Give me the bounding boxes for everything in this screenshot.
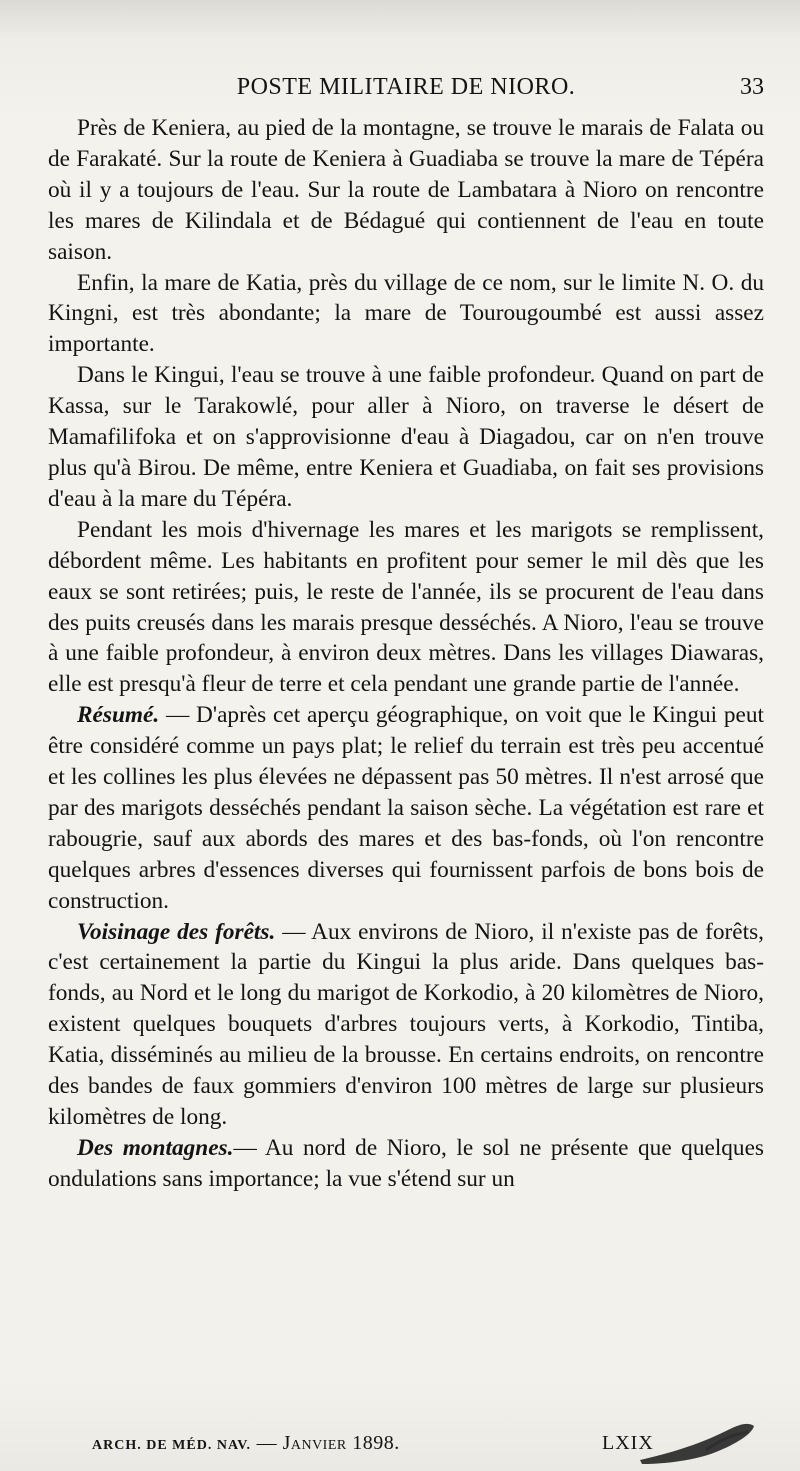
paragraph bbox=[48, 268, 764, 361]
paragraph-text: Pendant les mois d'hivernage les mares et les marigots se remplissent, débordent même. Les habitants en profitent pour semer le mil dès que les eaux se sont retirées; puis, le reste de l'année, ils se procurent de l'eau dans des puits creusés dans les marais presque desséchés. A Nioro, l'eau se trouve à une faible profondeur, à environ deux mètres. Dans les villages Diawaras, elle est presqu'à fleur de terre et cela pendant une grande partie de l'année. bbox=[48, 516, 764, 698]
journal-citation bbox=[92, 1432, 400, 1455]
section-title-forets: Voisinage des forêts. bbox=[77, 918, 276, 945]
paragraph-text: Dans le Kingui, l'eau se trouve à une faible profondeur. Quand on part de Kassa, sur le Tarakowlé, pour aller à Nioro, on traverse le désert de Mamafilifoka et on s'approvisionne d'eau à Diagadou, car on n'en trouve plus qu'à Birou. De même, entre Keniera et Guadiaba, on fait ses provisions d'eau à la mare du Tépéra. bbox=[48, 362, 764, 512]
ink-smudge bbox=[636, 1420, 756, 1466]
volume-number: LXIX bbox=[602, 1432, 654, 1454]
issue-date: — Janvier 1898. bbox=[251, 1432, 400, 1454]
paragraph bbox=[48, 515, 764, 700]
paragraph-forets bbox=[48, 917, 764, 1133]
section-title-montagnes: Des montagnes. bbox=[77, 1134, 234, 1161]
paragraph-text: Près de Keniera, au pied de la montagne, se trouve le marais de Falata ou de Farakaté. Sur la route de Keniera à Guadiaba se trouve la mare de Tépéra où il y a toujours de l'eau. Sur la route de Lambatara à Nioro on rencontre les mares de Kilindala et de Bédagué qui contiennent de l'eau en toute saison. bbox=[48, 115, 764, 265]
paragraph-text: — Au nord de Nioro, le sol ne présente que quelques ondulations sans importance; la vue s'étend sur un bbox=[48, 1134, 764, 1192]
journal-abbrev: ARCH. DE MÉD. NAV. bbox=[92, 1438, 252, 1453]
running-header bbox=[48, 74, 764, 114]
paragraph-text: — D'après cet aperçu géographique, on voit que le Kingui peut être considéré comme un pays plat; le relief du terrain est très peu accentué et les collines les plus élevées ne dépassent pas 50 mètres. Il n'est arrosé que par des marigots desséchés pendant la saison sèche. La végétation est rare et rabougrie, sauf aux abords des mares et des bas-fonds, où l'on rencontre quelques arbres d'essences diverses qui fournissent parfois de bons bois de construction. bbox=[48, 702, 764, 914]
body-text bbox=[48, 113, 764, 1195]
paragraph bbox=[48, 360, 764, 515]
running-title: POSTE MILITAIRE DE NIORO. bbox=[236, 74, 576, 100]
paragraph-resume bbox=[48, 700, 764, 916]
paragraph bbox=[48, 113, 764, 268]
page-number: 33 bbox=[740, 74, 764, 100]
section-title-resume: Résumé. bbox=[77, 702, 160, 729]
paragraph-text: Enfin, la mare de Katia, près du village de ce nom, sur le limite N. O. du Kingni, est très abondante; la mare de Tourougoumbé est aussi assez importante. bbox=[48, 269, 764, 358]
paragraph-text: — Aux environs de Nioro, il n'existe pas de forêts, c'est certainement la partie du Kingui la plus aride. Dans quelques bas-fonds, au Nord et le long du marigot de Korkodio, à 20 kilomètres de Nioro, existent quelques bouquets d'arbres toujours verts, à Korkodio, Tintiba, Katia, disséminés au milieu de la brousse. En certains endroits, on rencontre des bandes de faux gommiers d'environ 100 mètres de large sur plusieurs kilomètres de long. bbox=[48, 918, 764, 1130]
paragraph-montagnes bbox=[48, 1133, 764, 1195]
